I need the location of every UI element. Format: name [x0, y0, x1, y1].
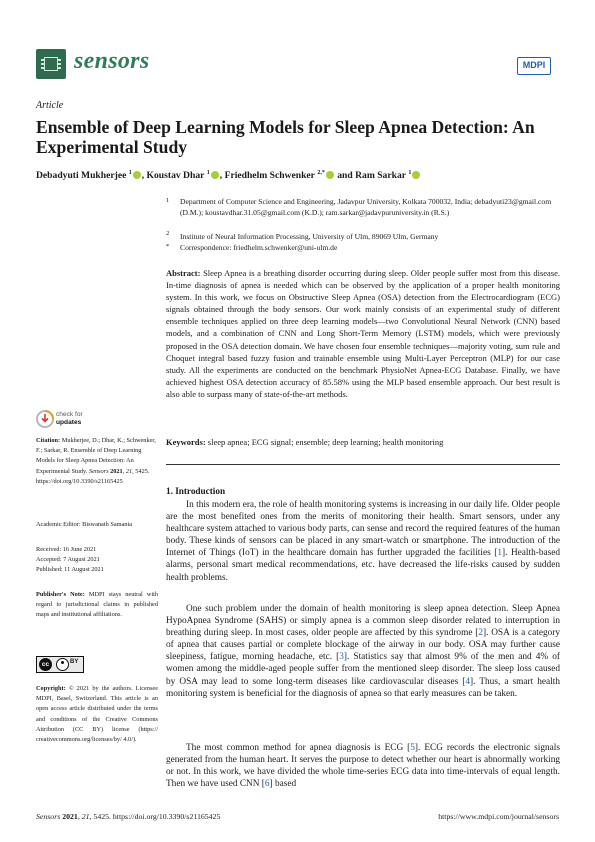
- author-name[interactable]: Ram Sarkar: [355, 170, 407, 182]
- published-date: Published: 11 August 2021: [36, 566, 104, 574]
- publisher-note: [36, 590, 158, 621]
- affiliation-number: 2: [166, 230, 170, 237]
- check-for-updates-link[interactable]: [56, 411, 83, 426]
- author-affiliation-mark: 1: [128, 170, 132, 176]
- orcid-icon[interactable]: [211, 171, 219, 179]
- copyright-label: Copyright:: [36, 685, 66, 692]
- journal-name[interactable]: sensors: [74, 48, 150, 74]
- affiliation-text: Institute of Neural Information Processing, University of Ulm, 89069 Ulm, Germany: [180, 232, 439, 241]
- reference-link[interactable]: 3: [339, 652, 344, 663]
- cc-badge-text: cc: [39, 658, 52, 671]
- author-affiliation-mark: 2,*: [317, 170, 325, 176]
- publisher-note-label: Publisher's Note:: [36, 591, 85, 598]
- received-date: Received: 16 June 2021: [36, 546, 97, 553]
- affiliation-number: *: [166, 243, 170, 250]
- sensors-logo-icon: [36, 49, 66, 79]
- affiliation-number: 1: [166, 197, 170, 204]
- reference-link[interactable]: 6: [264, 779, 270, 790]
- body-paragraph: [166, 742, 560, 790]
- footer-journal-url[interactable]: https://www.mdpi.com/journal/sensors: [438, 812, 559, 821]
- footer-volume: 21: [81, 812, 90, 821]
- cc-by-license-icon[interactable]: [36, 656, 84, 673]
- section-divider: [166, 464, 560, 465]
- author-affiliation-mark: 1: [206, 170, 210, 176]
- copyright-text: © 2021 by the authors. Licensee MDPI, Basel, Switzerland. This article is an open access article distributed under the terms and conditions of the Creative Commons Attribution (CC BY) license (https:// creativecommons.org/licenses/by/ 4.0/).: [36, 685, 159, 744]
- paragraph-text: ]. OSA is a category of apnea that causes partial or complete blockage of the airway in our body. OSA may further cause sleepiness, fatigue, morning headache, etc. [: [166, 628, 560, 663]
- copyright-notice: [36, 684, 158, 745]
- abstract: [166, 267, 560, 400]
- paragraph-text: One such problem under the domain of health monitoring is sleep apnea detection. Sleep Apnea HypoApnea Syndrome (SAHS) or simply apnea is a common sleep disorder related to interruption in breathing during sleep. In most cases, older people are affected by this syndrome [: [166, 604, 560, 639]
- paragraph-text: ]. ECG records the electronic signals generated from the human heart. It serves the purpose to detect whether our heart is abnormally working or not. In this work, we have divided the whole time-series ECG data into time-intervals of equal length. Then we have used CNN [: [166, 743, 561, 790]
- reference-link[interactable]: 5: [410, 743, 415, 753]
- abstract-label: Abstract:: [166, 268, 201, 278]
- paragraph-text: ] based: [269, 779, 297, 790]
- correspondence-text: Correspondence: friedhelm.schwenker@uni-ulm.de: [180, 243, 338, 252]
- author-separator: ,: [141, 170, 147, 182]
- paragraph-text: The most common method for apnea diagnosis is ECG [: [186, 743, 411, 753]
- reference-link[interactable]: 2: [478, 628, 483, 639]
- footer-journal: Sensors: [36, 812, 61, 821]
- paragraph-text: In this modern era, the role of health monitoring systems is increasing in our daily life. Older people are the most benefited ones from the merits of monitoring their health. Smart sensors, under any healthcare system attached to various body parts, can sense and record the required features of the human body. These kinds of sensors can be placed in any smart-watch or smartphone. The introduction of the Internet of Things (IoT) in the healthcare domain has further upgraded the facilities [: [166, 500, 560, 559]
- paragraph-text: ]. Statistics say that almost 9% of the men and 4% of women among the middle-aged people suffer from the mentioned sleep disorder. The sleep loss caused by OSA may lead to some long-term diseases like cardiovascular diseases [: [166, 652, 560, 687]
- footer-year: 2021: [62, 812, 78, 821]
- footer-citation: Sensors 2021, 21, 5425. https://doi.org/10.3390/s21165425: [36, 812, 221, 821]
- citation-journal: Sensors: [88, 467, 109, 475]
- keywords-text: sleep apnea; ECG signal; ensemble; deep learning; health monitoring: [207, 437, 444, 447]
- body-paragraph: [166, 603, 560, 700]
- citation-year: 2021: [110, 467, 123, 475]
- keywords-label: Keywords:: [166, 437, 206, 447]
- page-title: Ensemble of Deep Learning Models for Sleep Apnea Detection: An Experimental Study: [36, 117, 535, 157]
- reference-link[interactable]: 1: [497, 548, 502, 559]
- author-name[interactable]: Debadyuti Mukherjee: [36, 170, 127, 182]
- orcid-icon[interactable]: [133, 171, 141, 179]
- author-list: [36, 170, 421, 181]
- keywords: [166, 436, 560, 448]
- reference-link[interactable]: 4: [465, 676, 471, 687]
- orcid-icon[interactable]: [326, 171, 334, 179]
- publication-dates: [36, 545, 158, 576]
- abstract-text: Sleep Apnea is a breathing disorder occurring during sleep. Older people suffer most from this disease. In-time diagnosis of apnea is needed which can be observed by the application of a proper health monitoring system. In this work, we focus on Obstructive Sleep Apnea (OSA) detection from the Electrocardiogram (ECG) signals obtained through the body sensors. Our work mainly consists of an experimental study of different ensemble techniques applied on three deep learning models—two Convolutional Neural Network (CNN) based models, and a combination of CNN and Long Short-Term Memory (LSTM) models, which were previously proposed in the OSA detection domain. We have chosen four ensemble techniques—majority voting, sum rule and Choquet integral based fuzzy fusion and trainable ensemble using Multi-Layer Perceptron (MLP) for our case study. All the experiments are conducted on the benchmark PhysioNet Apnea-ECG Database. Finally, we have achieved highest OSA detection accuracy of 85.58% using the MLP based ensemble approach. Our best result is also able to surpass many of state-of-the-art methods.: [166, 268, 560, 399]
- accepted-date: Accepted: 7 August 2021: [36, 556, 100, 564]
- orcid-icon[interactable]: [412, 171, 420, 179]
- mdpi-logo[interactable]: MDPI: [517, 57, 551, 75]
- person-icon: [56, 658, 69, 671]
- check-for-updates-icon[interactable]: [36, 410, 54, 428]
- publisher-note-text: MDPI stays neutral with regard to jurisdictional claims in published maps and institutional affiliations.: [36, 591, 159, 619]
- citation-label: Citation:: [36, 437, 61, 444]
- author-separator: ,: [219, 170, 225, 182]
- check-updates-line2: updates: [56, 418, 82, 426]
- article-type: Article: [36, 100, 64, 111]
- paragraph-text: ]. Thus, a smart health monitoring system is beneficial for the diagnosis of apnea so that early measures can be taken.: [166, 676, 560, 699]
- citation-doi[interactable]: , 5425. https://doi.org/10.3390/s21165425: [36, 467, 150, 485]
- section-heading: 1. Introduction: [166, 486, 226, 496]
- author-name[interactable]: Koustav Dhar: [146, 170, 205, 182]
- citation-block: Citation: Mukherjee, D.; Dhar, K.; Schwenker, F.; Sarkar, R. Ensemble of Deep Learning Models for Sleep Apnea Detection: An Experimental Study. Sensors 2021, 21, 5425. https://doi.org/10.3390/s21165425: [36, 437, 156, 485]
- paragraph-text: ]. Health-based alarms, personal smart medical recommendations, etc. have decreased the life-risks caused by sudden health problems.: [166, 548, 561, 583]
- footer-doi[interactable]: , 5425. https://doi.org/10.3390/s21165425: [89, 812, 221, 821]
- academic-editor: Academic Editor: Biswanath Samanta: [36, 521, 132, 528]
- body-paragraph: [166, 499, 560, 584]
- check-updates-line1: check for: [56, 411, 83, 418]
- citation-volume: 21: [125, 467, 133, 475]
- author-affiliation-mark: 1: [408, 170, 412, 176]
- affiliation-text: Department of Computer Science and Engineering, Jadavpur University, Kolkata 700032, India; debadyuti23@gmail.com (D.M.); koustavdhar.31.05@gmail.com (K.D.); ram.sarkar@jadavpuruniversity.in (R.S.): [180, 197, 552, 217]
- author-name[interactable]: Friedhelm Schwenker: [224, 170, 315, 182]
- author-separator: and: [334, 170, 356, 182]
- citation-text: Mukherjee, D.; Dhar, K.; Schwenker, F.; Sarkar, R. Ensemble of Deep Learning Models for Sleep Apnea Detection: An Experimental Study.: [36, 437, 156, 475]
- by-badge-text: BY: [70, 659, 79, 665]
